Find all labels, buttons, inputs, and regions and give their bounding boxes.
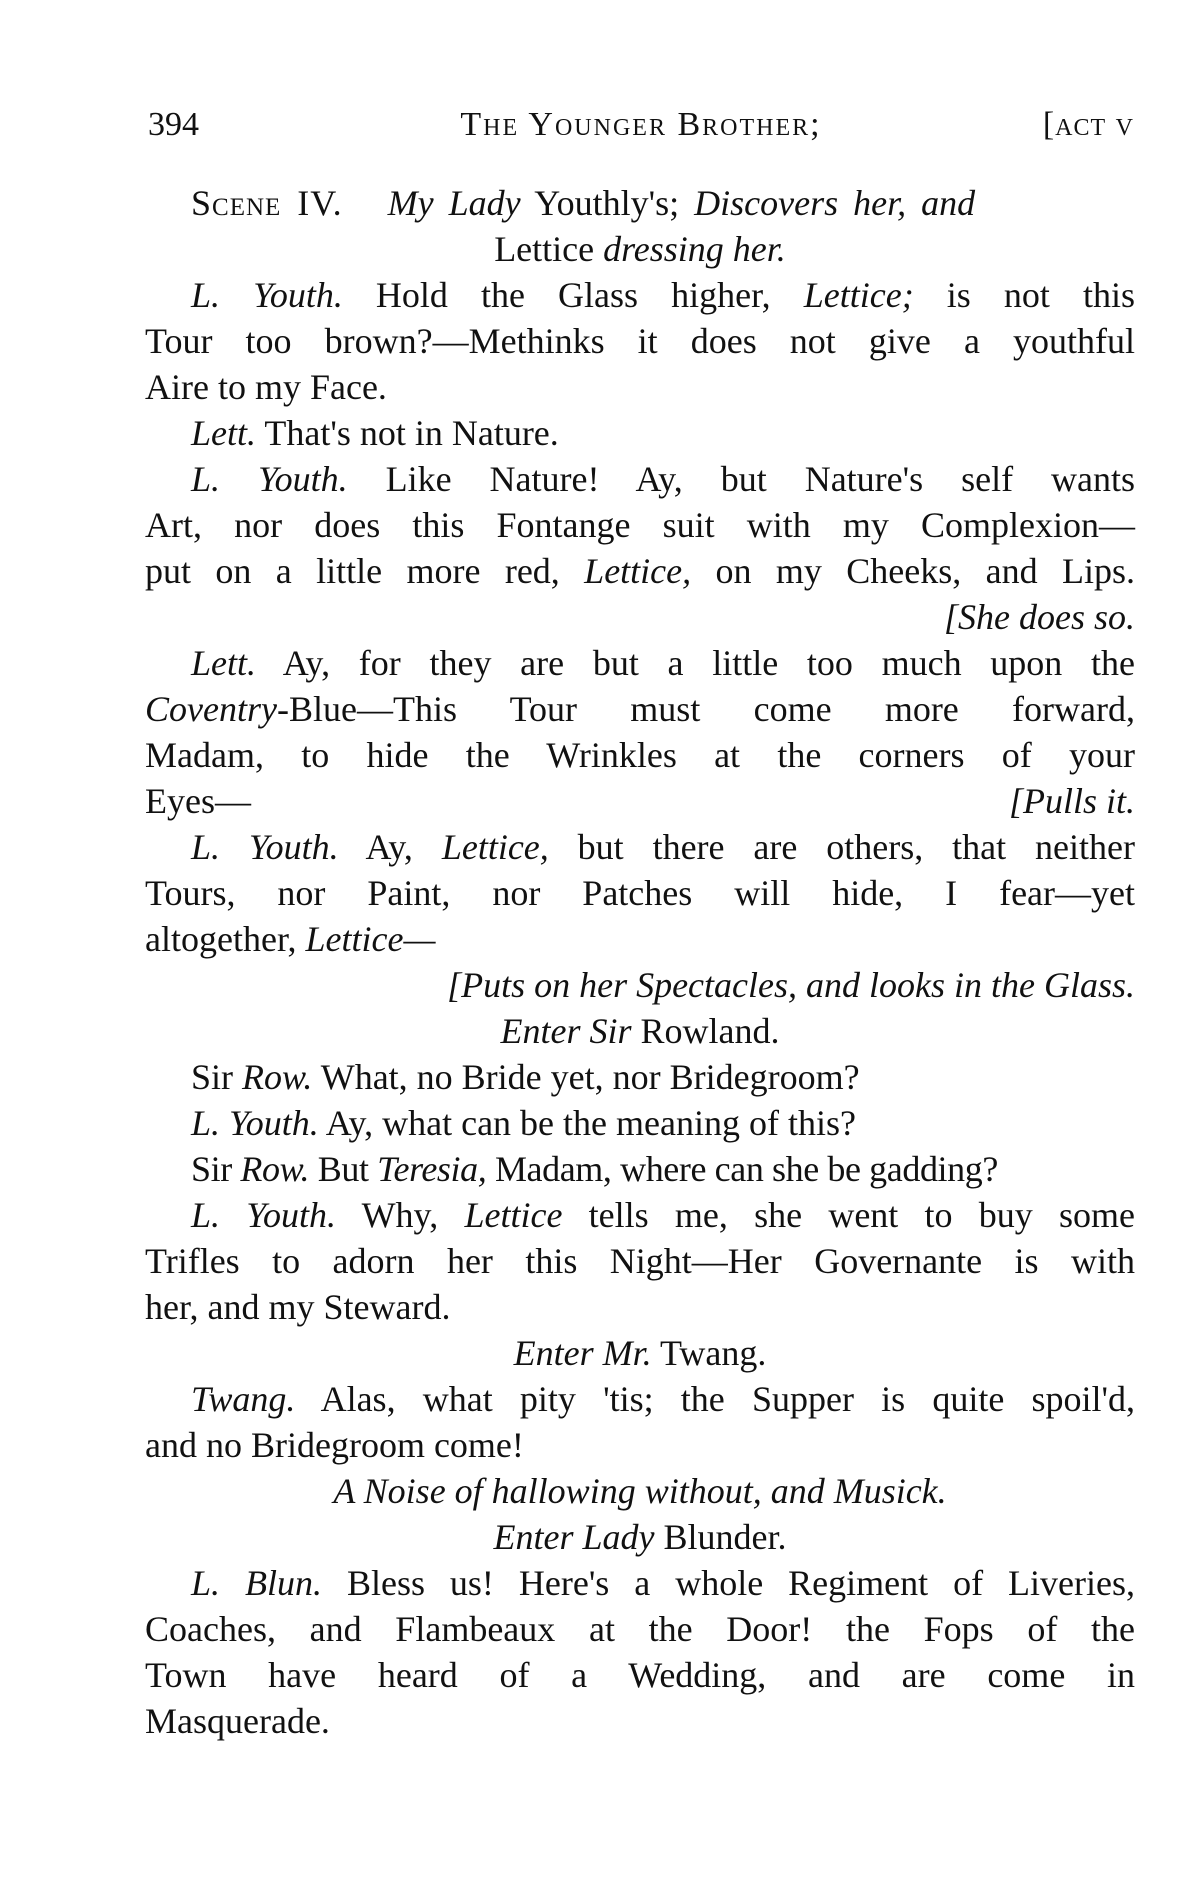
speech-line: Lett. That's not in Nature. <box>191 413 559 453</box>
stage-direction: [She does so. <box>944 597 1135 637</box>
speech-line: Trifles to adorn her this Night—Her Governante is with <box>145 1241 1135 1281</box>
speech-line: altogether, Lettice— <box>145 919 436 959</box>
page-number: 394 <box>148 106 199 143</box>
stage-direction: Enter Sir Rowland. <box>500 1011 780 1051</box>
act-label: [act v <box>1042 106 1134 143</box>
running-title: The Younger Brother; <box>460 106 822 143</box>
speech-line: her, and my Steward. <box>145 1287 451 1327</box>
speech-line: L. Youth. Like Nature! Ay, but Nature's self wants <box>191 459 1135 499</box>
scene-heading-continued: Lettice dressing her. <box>494 229 786 269</box>
speech-line: and no Bridegroom come! <box>145 1425 524 1465</box>
speaker-name: L. Youth. <box>191 459 348 499</box>
speaker-name: L. Blun. <box>191 1563 322 1603</box>
speaker-name: Row. <box>240 1149 310 1189</box>
speaker-name: L. Youth. <box>191 1195 336 1235</box>
scene-heading: Scene IV. My Lady Youthly's; Discovers her, and <box>191 183 976 223</box>
stage-direction: [Puts on her Spectacles, and looks in the Glass. <box>447 965 1135 1005</box>
play-text <box>145 180 1135 1744</box>
speech-line: Twang. Alas, what pity 'tis; the Supper is quite spoil'd, <box>191 1379 1135 1419</box>
speech-line: Art, nor does this Fontange suit with my Complexion— <box>145 505 1135 545</box>
speech-line: put on a little more red, Lettice, on my Cheeks, and Lips. <box>145 551 1135 591</box>
speech-line: Sir Row. But Teresia, Madam, where can she be gadding? <box>191 1149 998 1189</box>
stage-direction: A Noise of hallowing without, and Musick. <box>333 1471 947 1511</box>
speech-line: Madam, to hide the Wrinkles at the corners of your <box>145 735 1135 775</box>
speech-line: L. Youth. Hold the Glass higher, Lettice; is not this <box>191 275 1135 315</box>
speech-line: L. Youth. Ay, what can be the meaning of this? <box>191 1103 856 1143</box>
speaker-name: Lett. <box>191 643 257 683</box>
speaker-name: Twang. <box>191 1379 296 1419</box>
speaker-name: L. Youth. <box>191 275 343 315</box>
speech-line: Aire to my Face. <box>145 367 387 407</box>
speech-line: L. Blun. Bless us! Here's a whole Regiment of Liveries, <box>191 1563 1135 1603</box>
speech-line: Coaches, and Flambeaux at the Door! the Fops of the <box>145 1609 1135 1649</box>
stage-direction: Enter Mr. Twang. <box>513 1333 767 1373</box>
speech-line: Masquerade. <box>145 1701 330 1741</box>
speaker-name: L. Youth. <box>191 827 339 867</box>
speaker-name: Row. <box>242 1057 313 1097</box>
speech-line: Lett. Ay, for they are but a little too much upon the <box>191 643 1135 683</box>
speech-line: Town have heard of a Wedding, and are come in <box>145 1655 1135 1695</box>
stage-direction: [Pulls it. <box>1008 781 1135 821</box>
speech-line: Sir Row. What, no Bride yet, nor Bridegroom? <box>191 1057 860 1097</box>
stage-direction: Enter Lady Blunder. <box>493 1517 787 1557</box>
speech-line: L. Youth. Why, Lettice tells me, she went to buy some <box>191 1195 1135 1235</box>
speech-line: Eyes— [Pulls it. <box>145 778 1135 824</box>
speaker-name: Lett. <box>191 413 257 453</box>
speech-line: Coventry-Blue—This Tour must come more forward, <box>145 689 1135 729</box>
speech-line: Tours, nor Paint, nor Patches will hide, I fear—yet <box>145 873 1135 913</box>
speech-line: L. Youth. Ay, Lettice, but there are others, that neither <box>191 827 1135 867</box>
page-header <box>148 100 1134 150</box>
speech-line: Tour too brown?—Methinks it does not give a youthful <box>145 321 1135 361</box>
speaker-name: L. Youth. <box>191 1103 319 1143</box>
